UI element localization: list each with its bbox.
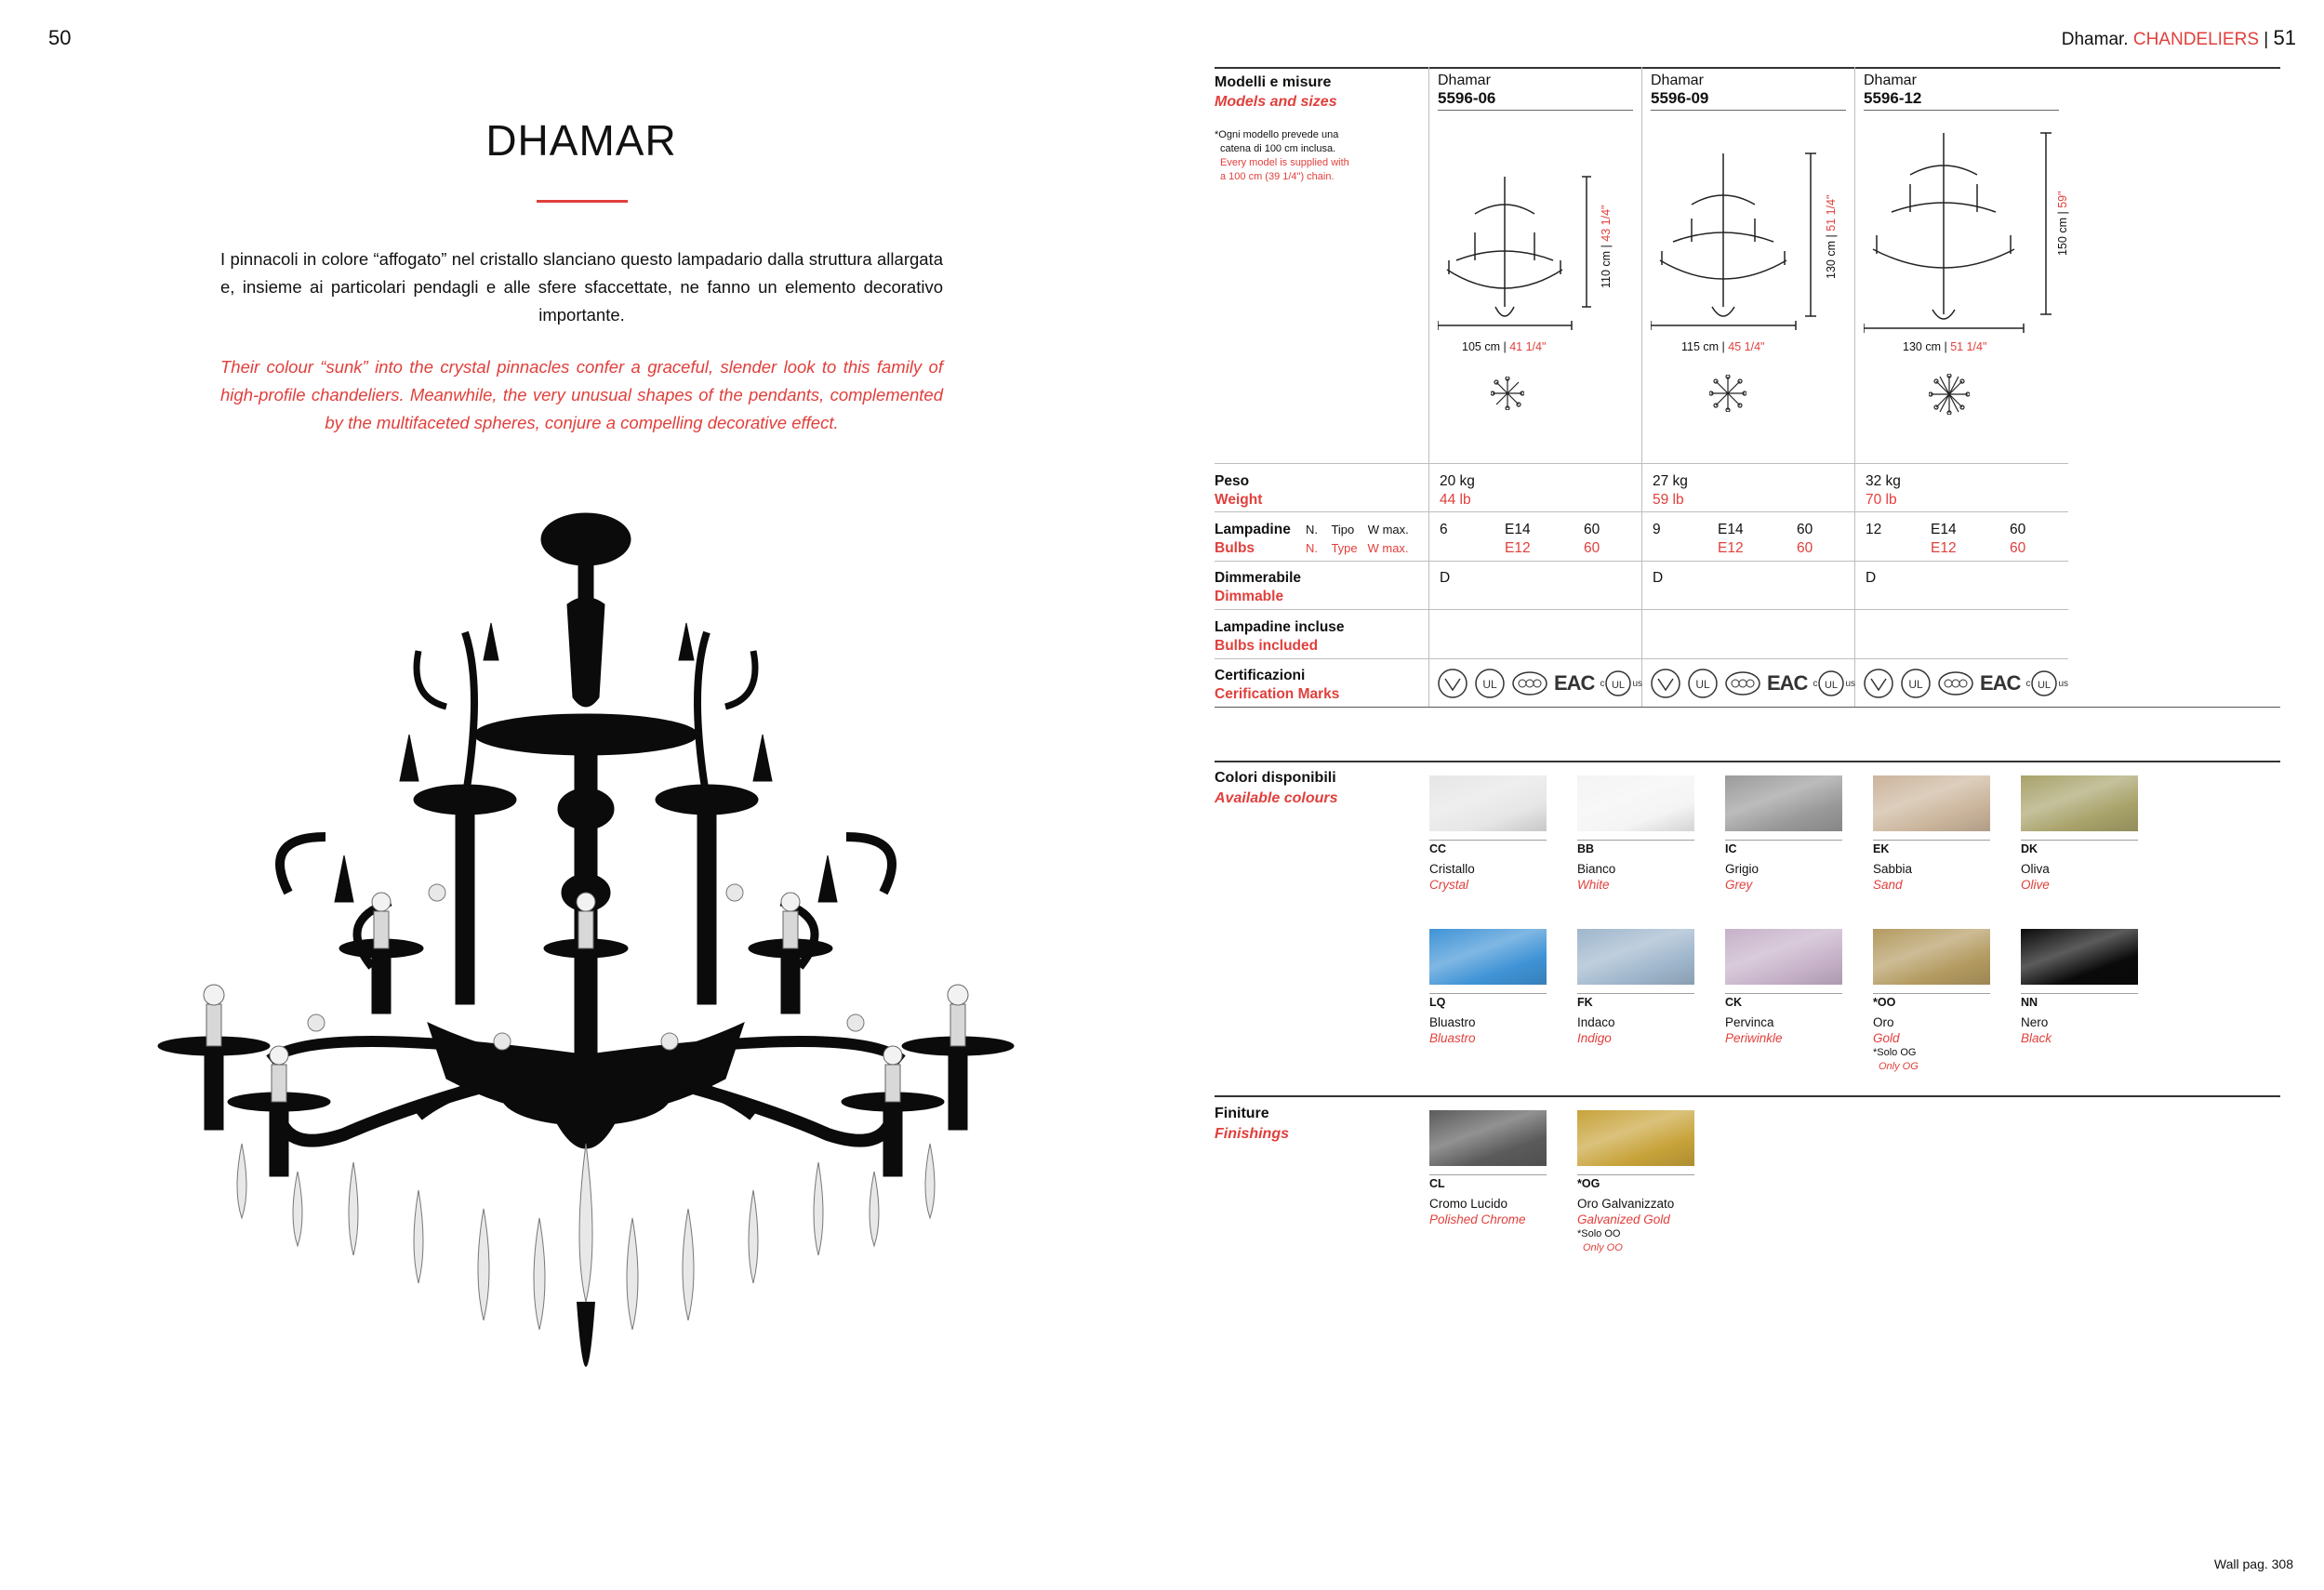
bulbs-subheaders: N. Tipo W max. N. Type W max. — [1306, 523, 1409, 555]
eac-icon: EAC — [1554, 671, 1595, 695]
swatch-name-it: Indaco — [1577, 1015, 1615, 1029]
swatch-label — [1873, 996, 1919, 1074]
swatch-divider — [1577, 840, 1694, 841]
bulbs-included-label: Lampadine incluse Bulbs included — [1215, 619, 1345, 654]
swatch-code: NN — [2021, 996, 2038, 1009]
svg-text:UL: UL — [1695, 678, 1710, 691]
product-title: DHAMAR — [485, 116, 677, 165]
swatch-name-it: Nero — [2021, 1015, 2049, 1029]
ccc-icon — [1724, 669, 1761, 697]
model-3-bulb-count: 12 — [1866, 522, 1882, 537]
svg-text:UL: UL — [1612, 680, 1626, 691]
model-2-bulb-type: E14 E12 — [1718, 522, 1744, 556]
swatch-code: IC — [1725, 842, 1737, 855]
swatch-label — [2021, 842, 2050, 893]
swatch-name-it: Cromo Lucido — [1429, 1197, 1508, 1211]
model-2-top-view-icon — [1709, 375, 1746, 412]
swatch-label — [1429, 842, 1475, 893]
models-label-it: Modelli e misure — [1215, 74, 1332, 90]
model-drawing-2 — [1651, 149, 1837, 344]
swatch-name-en: Galvanized Gold — [1577, 1212, 1670, 1226]
swatch-name-en: Crystal — [1429, 878, 1469, 892]
swatch-note-en: Only OG — [1879, 1061, 1919, 1072]
model-header-2: Dhamar 5596-09 — [1651, 73, 1846, 111]
model-2-weight: 27 kg 59 lb — [1653, 473, 1688, 508]
cul-us-icon: c UL us — [2025, 669, 2068, 697]
cert-quality-icon — [1437, 668, 1468, 699]
swatch-divider — [2021, 993, 2138, 994]
swatch-divider — [1725, 840, 1842, 841]
model-2-width: 115 cm | 45 1/4" — [1681, 340, 1765, 353]
colour-swatch-dk — [2021, 775, 2138, 831]
colour-swatch-fk — [1577, 929, 1694, 985]
finishings-label-en: Finishings — [1215, 1126, 1289, 1142]
swatch-name-it: Oro — [1873, 1015, 1894, 1029]
model-1-weight: 20 kg 44 lb — [1440, 473, 1475, 508]
cul-us-icon: c UL us — [1600, 669, 1642, 697]
model-1-certifications — [1437, 668, 1642, 699]
swatch-name-en: Grey — [1725, 878, 1753, 892]
eac-icon: EAC — [1980, 671, 2021, 695]
swatch-name-en: Polished Chrome — [1429, 1212, 1526, 1226]
ccc-icon — [1511, 669, 1548, 697]
row-divider — [1215, 658, 2068, 659]
swatch-code: LQ — [1429, 996, 1446, 1009]
model-2-certifications — [1650, 668, 1855, 699]
swatch-name-en: Bluastro — [1429, 1031, 1476, 1045]
swatch-name-en: Black — [2021, 1031, 2052, 1045]
model-1-bulb-type: E14 E12 — [1505, 522, 1531, 556]
swatch-code: CK — [1725, 996, 1743, 1009]
swatch-name-en: Gold — [1873, 1031, 1900, 1045]
swatch-divider — [1577, 1174, 1694, 1175]
swatch-label — [1577, 1177, 1674, 1255]
ul-icon — [1474, 668, 1506, 699]
model-1-bulb-count: 6 — [1440, 522, 1448, 537]
model-2-height: 130 cm | 51 1/4" — [1825, 194, 1838, 279]
swatch-name-en: White — [1577, 878, 1610, 892]
svg-text:UL: UL — [1908, 678, 1923, 691]
swatch-note-en: Only OO — [1583, 1242, 1623, 1253]
column-divider — [1428, 67, 1429, 707]
swatch-note-it: *Solo OO — [1577, 1228, 1621, 1239]
swatch-code: *OG — [1577, 1177, 1600, 1190]
swatch-name-en: Periwinkle — [1725, 1031, 1783, 1045]
model-3-bulb-watt: 60 60 — [2010, 522, 2026, 556]
row-divider — [1215, 609, 2068, 610]
dimmable-label: Dimmerabile Dimmable — [1215, 570, 1302, 604]
certification-label: Certificazioni Cerification Marks — [1215, 668, 1340, 702]
chain-note: *Ogni modello prevede una catena di 100 cm inclusa. Every model is supplied with a 100 cm (39 1/4") chain. — [1215, 129, 1349, 182]
swatch-code: CL — [1429, 1177, 1445, 1190]
swatch-name-it: Bluastro — [1429, 1015, 1476, 1029]
swatch-code: DK — [2021, 842, 2038, 855]
cert-quality-icon — [1863, 668, 1894, 699]
model-3-top-view-icon — [1929, 374, 1970, 415]
model-drawing-3 — [1864, 128, 2059, 344]
swatch-label — [1577, 996, 1615, 1046]
model-1-width: 105 cm | 41 1/4" — [1462, 340, 1547, 353]
row-divider — [1215, 511, 2068, 512]
description-english: Their colour “sunk” into the crystal pinnacles confer a graceful, slender look to this family of high-profile chandeliers. Meanwhile, the very unusual shapes of the pendants, complemented by the multifaceted spheres, conjure a compelling decorative effect. — [220, 357, 943, 432]
swatch-code: FK — [1577, 996, 1593, 1009]
swatch-name-it: Sabbia — [1873, 862, 1913, 876]
weight-label: Peso Weight — [1215, 473, 1263, 508]
eac-icon: EAC — [1767, 671, 1808, 695]
swatch-name-it: Oliva — [2021, 862, 2050, 876]
colour-swatch-ek — [1873, 775, 1990, 831]
colour-swatch-nn — [2021, 929, 2138, 985]
swatch-name-it: Grigio — [1725, 862, 1760, 876]
models-top-rule — [1215, 67, 2280, 69]
swatch-name-it: Pervinca — [1725, 1015, 1774, 1029]
swatch-label — [1577, 842, 1615, 893]
swatch-label — [2021, 996, 2052, 1046]
swatch-code: CC — [1429, 842, 1447, 855]
model-3-height: 150 cm | 59" — [2056, 191, 2069, 256]
swatch-name-it: Bianco — [1577, 862, 1616, 876]
model-1-height: 110 cm | 43 1/4" — [1600, 205, 1613, 288]
swatch-name-it: Oro Galvanizzato — [1577, 1197, 1675, 1211]
swatch-divider — [1873, 993, 1990, 994]
left-page-number: 50 — [48, 26, 72, 49]
chandelier-photo — [149, 502, 1023, 1469]
colour-swatch-cc — [1429, 775, 1547, 831]
colour-swatch-ck — [1725, 929, 1842, 985]
swatch-name-en: Olive — [2021, 878, 2050, 892]
model-2-bulb-count: 9 — [1653, 522, 1661, 537]
colour-swatch-oo — [1873, 929, 1990, 985]
swatch-divider — [1429, 993, 1547, 994]
svg-text:UL: UL — [2038, 680, 2052, 691]
swatch-code: *OO — [1873, 996, 1896, 1009]
model-3-width: 130 cm | 51 1/4" — [1903, 340, 1987, 353]
ul-icon — [1687, 668, 1719, 699]
model-drawing-1 — [1438, 167, 1624, 344]
wall-page-reference: Wall pag. 308 — [2213, 1557, 2293, 1571]
swatch-label — [1429, 1177, 1526, 1227]
bulbs-label: Lampadine Bulbs — [1215, 522, 1291, 556]
swatch-name-en: Indigo — [1577, 1031, 1612, 1045]
swatch-label — [1873, 842, 1912, 893]
swatch-name-it: Cristallo — [1429, 862, 1475, 876]
model-1-top-view-icon — [1491, 377, 1524, 410]
header-section: CHANDELIERS — [2132, 30, 2260, 49]
cert-quality-icon — [1650, 668, 1681, 699]
colour-swatch-ic — [1725, 775, 1842, 831]
swatch-name-en: Sand — [1873, 878, 1903, 892]
colours-top-rule — [1215, 761, 2280, 762]
model-1-bulb-watt: 60 60 — [1584, 522, 1600, 556]
header-brand: Dhamar. — [2061, 30, 2129, 49]
ul-icon — [1900, 668, 1932, 699]
title-underline — [537, 200, 628, 203]
model-3-bulb-type: E14 E12 — [1931, 522, 1957, 556]
model-3-dimmable: D — [1866, 570, 1877, 586]
column-divider — [1854, 67, 1855, 707]
swatch-divider — [1429, 840, 1547, 841]
colours-label-en: Available colours — [1215, 790, 1338, 806]
cul-us-icon: c UL us — [1813, 669, 1855, 697]
swatch-divider — [1577, 993, 1694, 994]
model-header-1: Dhamar 5596-06 — [1438, 73, 1633, 111]
swatch-divider — [1725, 993, 1842, 994]
swatch-divider — [2021, 840, 2138, 841]
swatch-label — [1725, 996, 1783, 1046]
svg-text:UL: UL — [1825, 680, 1839, 691]
colour-swatch-bb — [1577, 775, 1694, 831]
models-label-en: Models and sizes — [1215, 94, 1337, 110]
model-2-bulb-watt: 60 60 — [1797, 522, 1813, 556]
table-bottom-rule — [1215, 707, 2280, 708]
svg-text:UL: UL — [1482, 678, 1497, 691]
header-separator: | — [2264, 30, 2269, 49]
swatch-divider — [1429, 1174, 1547, 1175]
swatch-label — [1725, 842, 1759, 893]
row-divider — [1215, 463, 2068, 464]
colours-label-it: Colori disponibili — [1215, 770, 1336, 786]
colour-swatch-og — [1577, 1110, 1694, 1166]
right-page-header — [2062, 26, 2296, 50]
model-3-weight: 32 kg 70 lb — [1866, 473, 1901, 508]
finishings-top-rule — [1215, 1095, 2280, 1097]
model-3-certifications — [1863, 668, 2068, 699]
description-italian: I pinnacoli in colore “affogato” nel cristallo slanciano questo lampadario dalla struttura allargata e, insieme ai particolari pendagli e alle sfere sfaccettate, ne fanno un elemento decorativo importante. — [220, 249, 943, 325]
finishings-label-it: Finiture — [1215, 1106, 1269, 1121]
swatch-code: EK — [1873, 842, 1890, 855]
row-divider — [1215, 561, 2068, 562]
right-page-number: 51 — [2273, 26, 2296, 49]
ccc-icon — [1937, 669, 1974, 697]
colour-swatch-cl — [1429, 1110, 1547, 1166]
colour-swatch-lq — [1429, 929, 1547, 985]
model-1-dimmable: D — [1440, 570, 1451, 586]
model-2-dimmable: D — [1653, 570, 1664, 586]
swatch-code: BB — [1577, 842, 1595, 855]
column-divider — [1641, 67, 1642, 707]
swatch-note-it: *Solo OG — [1873, 1047, 1917, 1058]
swatch-label — [1429, 996, 1476, 1046]
model-header-3: Dhamar 5596-12 — [1864, 73, 2059, 111]
swatch-divider — [1873, 840, 1990, 841]
